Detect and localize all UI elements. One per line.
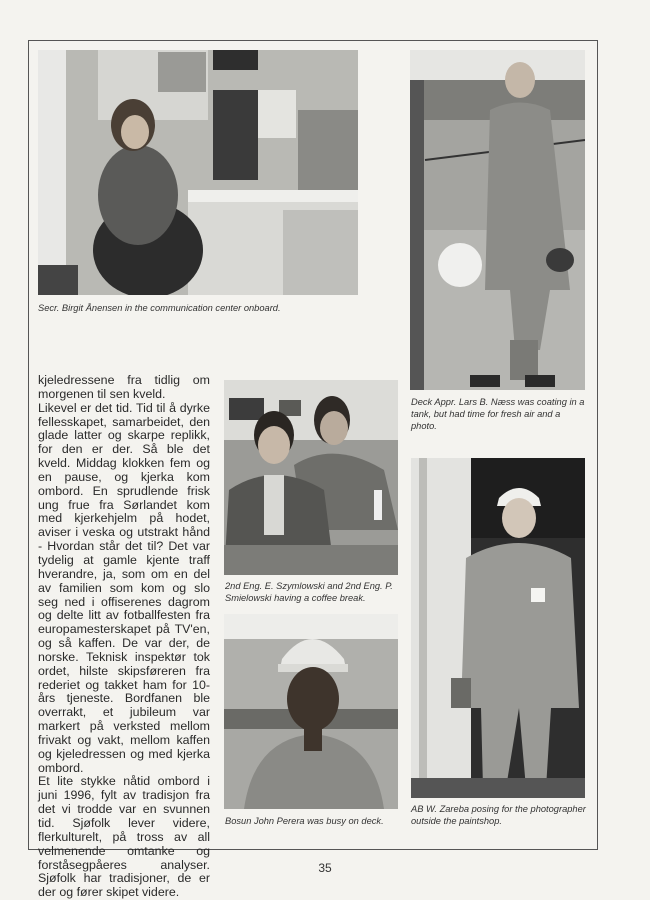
- article-body: [38, 374, 210, 900]
- paragraph-1: kjeledressene fra tidlig om morgenen til sen kveld.: [38, 373, 210, 401]
- photo-deck-apprentice: [410, 50, 585, 390]
- caption-secretary: Secr. Birgit Ånensen in the communication center onboard.: [38, 303, 281, 313]
- caption-bosun: Bosun John Perera was busy on deck.: [225, 816, 384, 826]
- photo-secretary: [38, 50, 358, 295]
- photo-ab: [411, 458, 585, 798]
- paragraph-2: Likevel er det tid. Tid til å dyrke fellesskapet, samarbeidet, den glade latter og skarpe replikk, for den er der. Så ble det kveld. Middag klokken fem og en pause, og kjerka kom ombord. En sprudlende frisk ung frue fra Sørlandet kom med kjerkehjelm på hodet, aviser i veska og utstrakt hånd - Hvordan står det til? Det var tydelig at gamle kjente traff hverandre, ja, som om en del av familien som kom og slo seg ned i offiserenes dagrom og delte litt av fotballfesten fra europamesterskapet på TV'en, og så kaffen. De var der, de norske. Teknisk inspektør tok ordet, hilste skipsføreren fra rederiet og takket ham for 10-års tjeneste. Bordfanen ble overrakt, et jubileum var markert på verksted mellom frivakt og vakt, mellom kaffen og kjeledressen og med kjerka ombord.: [38, 400, 210, 775]
- photo-engineers: [224, 380, 398, 575]
- caption-engineers: 2nd Eng. E. Szymlowski and 2nd Eng. P. Smielowski having a coffee break.: [225, 581, 393, 603]
- caption-deck-apprentice: Deck Appr. Lars B. Næss was coating in a tank, but had time for fresh air and a photo.: [411, 397, 585, 431]
- caption-ab: AB W. Zareba posing for the photographer outside the paintshop.: [411, 804, 586, 826]
- paragraph-3: Et lite stykke nåtid ombord i juni 1996, fylt av tradisjon fra det vi trodde var en svunnen tid. Sjøfolk lever videre, flerkulturelt, på tross av all velmenende omtanke og forståsegpåeres analyser. Sjøfolk har tradisjoner, de er der og fører skipet videre.: [38, 774, 210, 900]
- page-number: 35: [318, 861, 332, 875]
- photo-bosun: [224, 614, 398, 809]
